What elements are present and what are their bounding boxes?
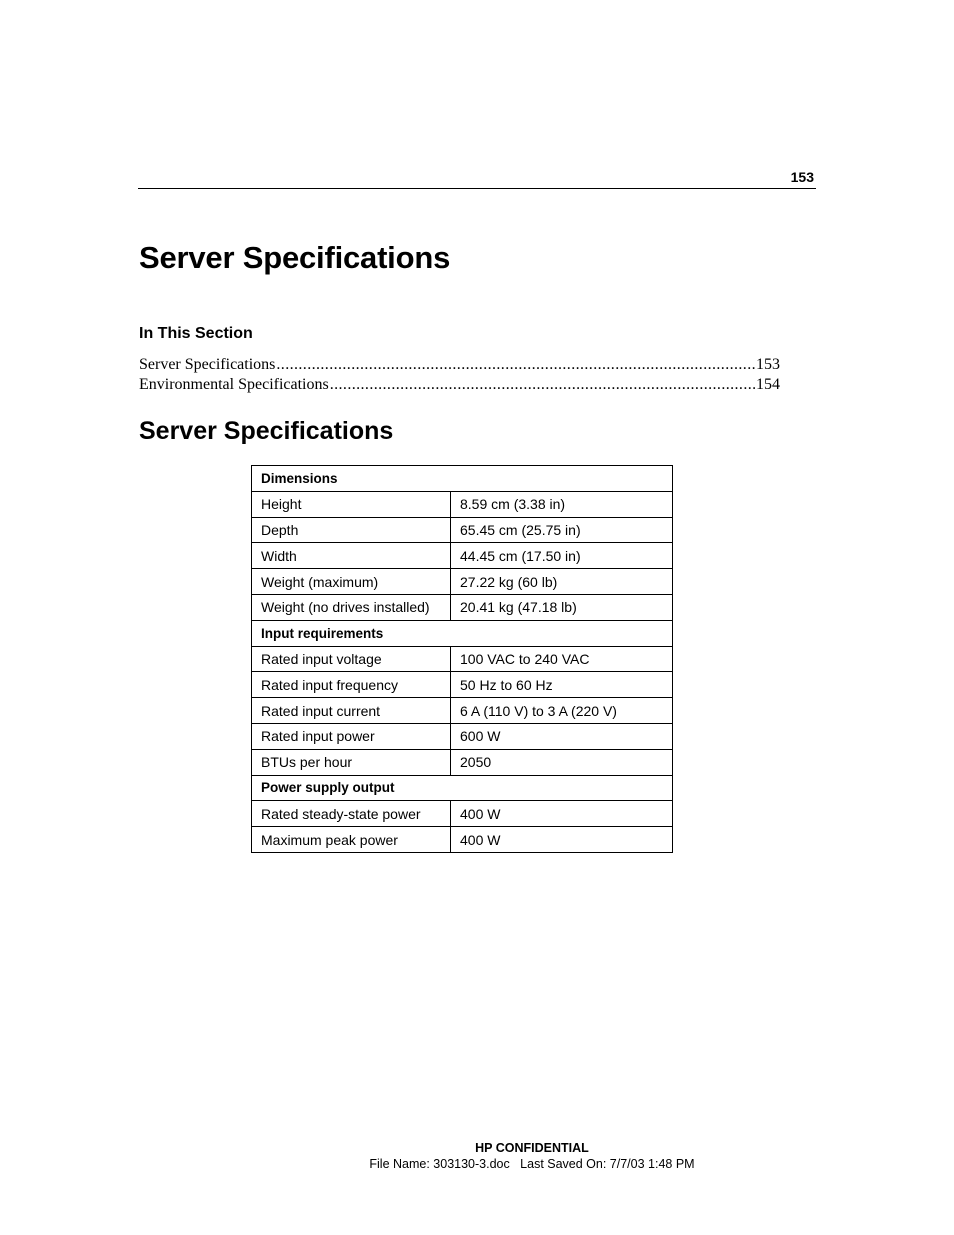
spec-value: 8.59 cm (3.38 in)	[451, 491, 673, 517]
spec-label: Rated input current	[252, 698, 451, 724]
table-row	[252, 491, 673, 517]
page-footer	[330, 1140, 734, 1172]
page-number: 153	[790, 169, 814, 185]
toc-entry-label: Environmental Specifications	[139, 375, 329, 393]
spec-label: Rated input power	[252, 723, 451, 749]
toc-entry-server-specifications[interactable]	[139, 355, 780, 375]
spec-value: 2050	[451, 749, 673, 775]
spec-value: 400 W	[451, 827, 673, 853]
spec-label: Rated input voltage	[252, 646, 451, 672]
table-row	[252, 723, 673, 749]
spec-value: 65.45 cm (25.75 in)	[451, 517, 673, 543]
spec-label: Height	[252, 491, 451, 517]
table-row	[252, 594, 673, 620]
table-group-row	[252, 775, 673, 801]
toc-entry-page: 154	[756, 375, 780, 393]
confidential-notice: HP CONFIDENTIAL	[475, 1141, 589, 1155]
spec-label: Rated steady-state power	[252, 801, 451, 827]
toc-entry-page: 153	[756, 356, 780, 373]
spec-value: 20.41 kg (47.18 lb)	[451, 594, 673, 620]
spec-value: 44.45 cm (17.50 in)	[451, 543, 673, 569]
table-row	[252, 672, 673, 698]
toc-entry-environmental-specifications[interactable]	[139, 375, 780, 395]
server-spec-table	[251, 465, 673, 853]
toc-entry-label: Server Specifications	[139, 356, 276, 373]
section-title: Server Specifications	[139, 417, 394, 445]
toc-leader-dots	[330, 375, 755, 395]
spec-label: Maximum peak power	[252, 827, 451, 853]
in-this-section-heading: In This Section	[139, 325, 253, 342]
spec-value: 100 VAC to 240 VAC	[451, 646, 673, 672]
group-heading-dimensions: Dimensions	[252, 466, 673, 492]
header-divider	[138, 188, 816, 189]
spec-value: 400 W	[451, 801, 673, 827]
spec-label: Rated input frequency	[252, 672, 451, 698]
file-info: File Name: 303130-3.doc Last Saved On: 7/7/03 1:48 PM	[369, 1157, 695, 1171]
spec-label: Weight (no drives installed)	[252, 594, 451, 620]
table-row	[252, 827, 673, 853]
spec-label: BTUs per hour	[252, 749, 451, 775]
spec-label: Depth	[252, 517, 451, 543]
group-heading-power-supply-output: Power supply output	[252, 775, 673, 801]
spec-value: 6 A (110 V) to 3 A (220 V)	[451, 698, 673, 724]
group-heading-input-requirements: Input requirements	[252, 620, 673, 646]
table-row	[252, 569, 673, 595]
table-group-row	[252, 620, 673, 646]
table-row	[252, 801, 673, 827]
table-row	[252, 698, 673, 724]
spec-value: 27.22 kg (60 lb)	[451, 569, 673, 595]
chapter-title: Server Specifications	[139, 240, 451, 275]
toc-leader-dots	[276, 355, 755, 375]
section-toc	[139, 355, 780, 394]
table-row	[252, 543, 673, 569]
table-row	[252, 749, 673, 775]
table-group-row	[252, 466, 673, 492]
spec-value: 50 Hz to 60 Hz	[451, 672, 673, 698]
table-row	[252, 646, 673, 672]
spec-label: Weight (maximum)	[252, 569, 451, 595]
spec-value: 600 W	[451, 723, 673, 749]
table-row	[252, 517, 673, 543]
spec-label: Width	[252, 543, 451, 569]
